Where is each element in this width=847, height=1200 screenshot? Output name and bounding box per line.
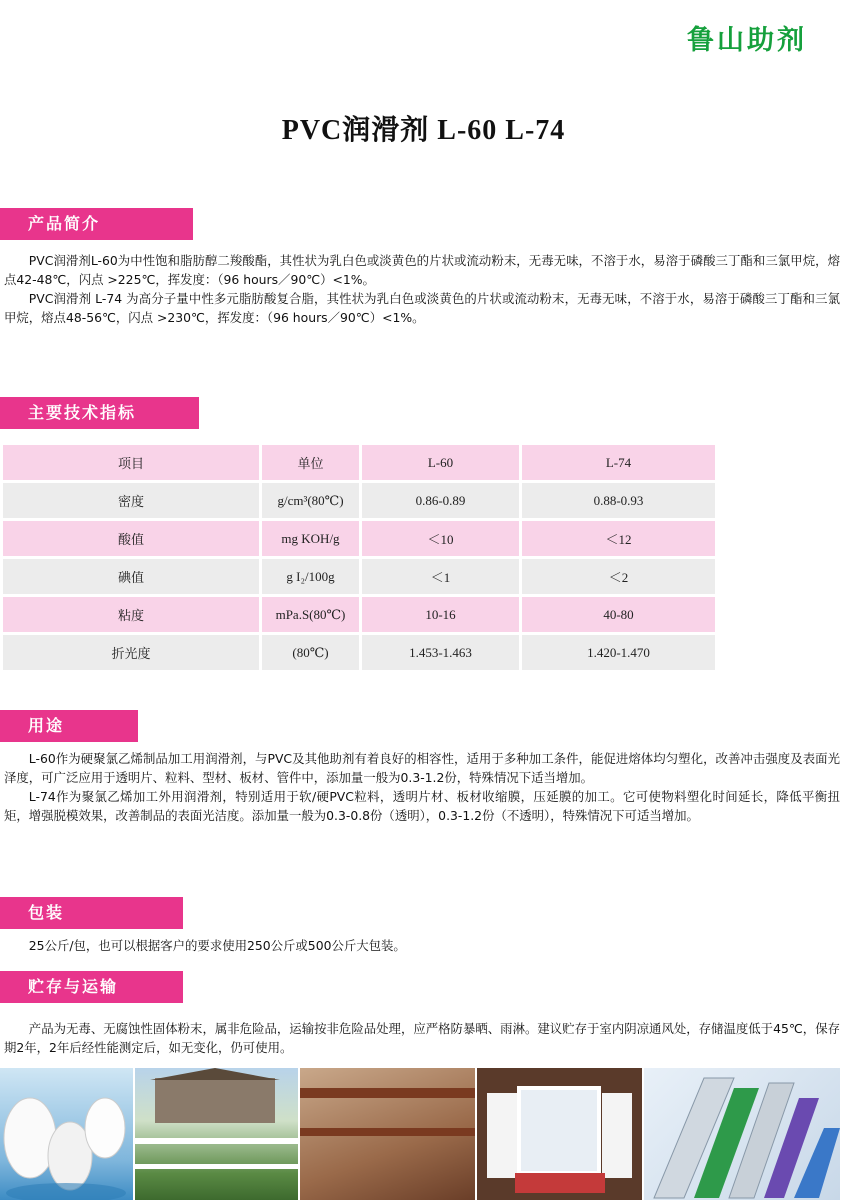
pvc-fence-photo bbox=[135, 1068, 298, 1200]
cell-l60: 0.86-0.89 bbox=[362, 483, 519, 518]
pvc-profiles-photo bbox=[644, 1068, 840, 1200]
cell-l60: 10-16 bbox=[362, 597, 519, 632]
section-heading-intro: 产品简介 bbox=[0, 208, 193, 240]
page-title: PVC润滑剂 L-60 L-74 bbox=[281, 115, 566, 146]
cell-l74: 40-80 bbox=[522, 597, 715, 632]
intro-paragraph-l60: PVC润滑剂L-60为中性饱和脂肪醇二羧酸酯，其性状为乳白色或淡黄色的片状或流动粉末，无毒无味，不溶于水，易溶于磷酸三丁酯和三氯甲烷，熔点42-48℃，闪点 >225℃，挥发度：（96 hours／90℃）<1%。 bbox=[4, 253, 840, 287]
table-header-row bbox=[3, 445, 715, 480]
cell-unit: g/cm³(80℃) bbox=[262, 483, 359, 518]
section-heading-packing: 包装 bbox=[0, 897, 183, 929]
cell-l60: ＜1 bbox=[362, 559, 519, 594]
storage-section bbox=[4, 1019, 840, 1057]
table-row bbox=[3, 559, 715, 594]
intro-paragraph-l74: PVC润滑剂 L-74 为高分子量中性多元脂肪酸复合脂，其性状为乳白色或淡黄色的片状或流动粉末，无毒无味，不溶于水，易溶于磷酸三丁酯和三氯甲烷，熔点48-56℃，闪点 >230℃，挥发度：（96 hours／90℃）<1%。 bbox=[4, 291, 840, 325]
table-row bbox=[3, 635, 715, 670]
usage-paragraph-l60: L-60作为硬聚氯乙烯制品加工用润滑剂，与PVC及其他助剂有着良好的相容性，适用于多种加工条件，能促进熔体均匀塑化，改善冲击强度及表面光泽度，可广泛应用于透明片、粒料、型材、板材、管件中，添加量一般为0.3-1.2份，特殊情况下适当增加。 bbox=[4, 751, 840, 785]
header-cell-unit: 单位 bbox=[262, 445, 359, 480]
window-photo bbox=[477, 1068, 642, 1200]
cell-l74: ＜2 bbox=[522, 559, 715, 594]
table-row bbox=[3, 597, 715, 632]
usage-section bbox=[4, 749, 840, 825]
cell-l60: 1.453-1.463 bbox=[362, 635, 519, 670]
cell-l74: 1.420-1.470 bbox=[522, 635, 715, 670]
table-row bbox=[3, 521, 715, 556]
cell-item: 密度 bbox=[3, 483, 259, 518]
header-cell-l60: L-60 bbox=[362, 445, 519, 480]
brand-logo-text: 鲁山助剂 bbox=[687, 25, 807, 56]
header-cell-l74: L-74 bbox=[522, 445, 715, 480]
cell-l60: ＜10 bbox=[362, 521, 519, 556]
cell-unit: (80℃) bbox=[262, 635, 359, 670]
storage-text: 产品为无毒、无腐蚀性固体粉末，属非危险品，运输按非危险品处理，应严格防暴晒、雨淋。建议贮存于室内阴凉通风处，存储温度低于45℃，保存期2年，2年后经性能测定后，如无变化，仍可使用。 bbox=[4, 1021, 840, 1055]
packing-text: 25公斤/包，也可以根据客户的要求使用250公斤或500公斤大包装。 bbox=[28, 938, 406, 953]
spec-table bbox=[0, 442, 718, 673]
table-row bbox=[3, 483, 715, 518]
pvc-pipes-photo bbox=[0, 1068, 133, 1200]
usage-paragraph-l74: L-74作为聚氯乙烯加工外用润滑剂，特别适用于软/硬PVC粒料，透明片材、板材收缩膜，压延膜的加工。它可使物料塑化时间延长，降低平衡扭矩，增强脱模效果，改善制品的表面光洁度。添加量一般为0.3-0.8份（透明），0.3-1.2份（不透明），特殊情况下可适当增加。 bbox=[4, 789, 840, 823]
packing-section bbox=[4, 936, 840, 955]
section-heading-storage: 贮存与运输 bbox=[0, 971, 183, 1003]
cell-item: 酸值 bbox=[3, 521, 259, 556]
cell-item: 折光度 bbox=[3, 635, 259, 670]
cell-item: 粘度 bbox=[3, 597, 259, 632]
cell-item: 碘值 bbox=[3, 559, 259, 594]
section-heading-usage: 用途 bbox=[0, 710, 138, 742]
product-photo-strip bbox=[0, 1068, 847, 1200]
cell-unit: mPa.S(80℃) bbox=[262, 597, 359, 632]
cell-l74: 0.88-0.93 bbox=[522, 483, 715, 518]
section-heading-specs: 主要技术指标 bbox=[0, 397, 199, 429]
cell-unit: mg KOH/g bbox=[262, 521, 359, 556]
intro-section bbox=[4, 251, 840, 327]
cell-l74: ＜12 bbox=[522, 521, 715, 556]
header-cell-item: 项目 bbox=[3, 445, 259, 480]
wood-plastic-deck-photo bbox=[300, 1068, 475, 1200]
cell-unit: g I₂/100g bbox=[262, 559, 359, 594]
